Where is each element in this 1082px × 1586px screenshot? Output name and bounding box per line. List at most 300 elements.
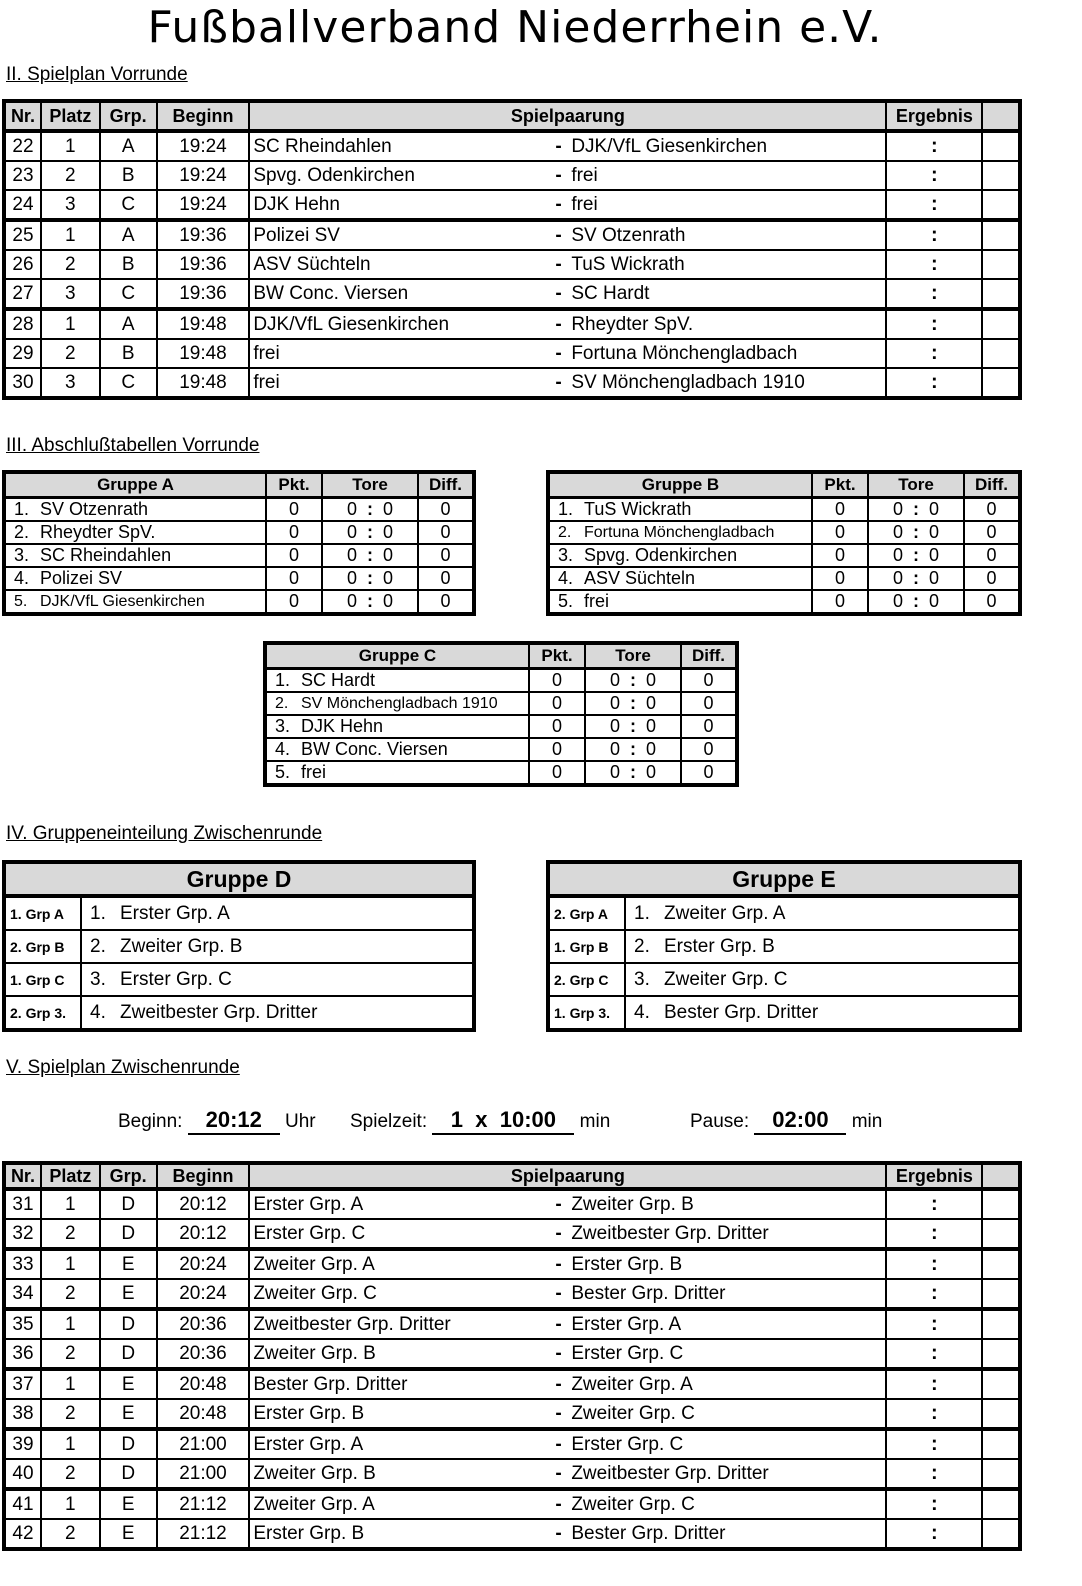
match-duration-label: Spielzeit: bbox=[350, 1111, 428, 1132]
match-number: 35 bbox=[4, 1309, 41, 1339]
rank: 3. bbox=[14, 545, 30, 565]
goals-against: 0 bbox=[645, 670, 656, 690]
pairing-dash: - bbox=[555, 313, 562, 335]
result-cell: : bbox=[886, 1309, 982, 1339]
col-header-nr: Nr. bbox=[4, 1163, 41, 1189]
pitch-number: 1 bbox=[41, 1309, 100, 1339]
pairing bbox=[249, 1459, 886, 1489]
points: 0 bbox=[266, 567, 322, 590]
col-header-tore: Tore bbox=[868, 472, 964, 498]
page-title: Fußballverband Niederrhein e.V. bbox=[147, 2, 883, 53]
blank-cell bbox=[982, 1489, 1020, 1519]
group-letter: B bbox=[100, 161, 157, 190]
team-cell bbox=[4, 544, 266, 567]
goals-for: 0 bbox=[346, 522, 357, 542]
table-row bbox=[4, 1189, 1020, 1219]
team-name: SC Hardt bbox=[301, 670, 376, 690]
match-number: 41 bbox=[4, 1489, 41, 1519]
result-cell: : bbox=[886, 1519, 982, 1549]
standings-group-b-table bbox=[546, 470, 1022, 616]
away-team: DJK/VfL Giesenkirchen bbox=[571, 135, 768, 157]
match-number: 24 bbox=[4, 190, 41, 220]
table-row bbox=[265, 669, 737, 693]
pairing bbox=[249, 309, 886, 339]
pitch-number: 2 bbox=[41, 1459, 100, 1489]
result-cell: : bbox=[886, 309, 982, 339]
start-time: 19:48 bbox=[157, 339, 250, 368]
standings-group-c-table bbox=[263, 641, 739, 787]
result-cell: : bbox=[886, 220, 982, 250]
goals bbox=[585, 669, 681, 693]
away-team: Zweiter Grp. C bbox=[571, 1493, 695, 1515]
pairing-dash: - bbox=[555, 224, 562, 246]
goals bbox=[322, 544, 418, 567]
table-row bbox=[4, 1429, 1020, 1459]
col-header-pkt: Pkt. bbox=[529, 643, 585, 669]
team-cell bbox=[548, 544, 812, 567]
goals-colon: : bbox=[913, 522, 919, 542]
result-cell: : bbox=[886, 1399, 982, 1429]
group-letter: A bbox=[100, 309, 157, 339]
section-heading-spielplan-vorrunde: II. Spielplan Vorrunde bbox=[6, 64, 188, 85]
table-row bbox=[4, 1369, 1020, 1399]
pitch-number: 2 bbox=[41, 1519, 100, 1549]
slot-name: Zweiter Grp. A bbox=[664, 902, 786, 924]
home-team: frei bbox=[253, 342, 280, 364]
start-time: 21:12 bbox=[157, 1489, 250, 1519]
home-team: DJK Hehn bbox=[253, 193, 340, 215]
col-header-blank bbox=[982, 1163, 1020, 1189]
schedule-vorrunde-table bbox=[2, 99, 1022, 400]
slot-rank: 2. bbox=[90, 935, 106, 957]
goals-colon: : bbox=[367, 522, 373, 542]
col-header-spielpaarung: Spielpaarung bbox=[249, 101, 886, 131]
col-header-diff: Diff. bbox=[418, 472, 474, 498]
col-header-platz: Platz bbox=[41, 101, 100, 131]
result-cell: : bbox=[886, 131, 982, 161]
qualifier-source: 1. Grp C bbox=[4, 963, 81, 996]
blank-cell bbox=[982, 1429, 1020, 1459]
col-header-beginn: Beginn bbox=[157, 1163, 250, 1189]
pairing bbox=[249, 1429, 886, 1459]
blank-cell bbox=[982, 1399, 1020, 1429]
home-team: ASV Süchteln bbox=[253, 253, 371, 275]
slot-name: Zweiter Grp. B bbox=[120, 935, 243, 957]
blank-cell bbox=[982, 1339, 1020, 1369]
pitch-number: 2 bbox=[41, 339, 100, 368]
table-row bbox=[4, 930, 474, 963]
points: 0 bbox=[529, 761, 585, 785]
goals-for: 0 bbox=[346, 591, 357, 611]
slot-rank: 3. bbox=[90, 968, 106, 990]
away-team: Zweiter Grp. C bbox=[571, 1402, 695, 1424]
team-name: frei bbox=[584, 591, 610, 611]
match-number: 33 bbox=[4, 1249, 41, 1279]
group-letter: E bbox=[100, 1489, 157, 1519]
goal-difference: 0 bbox=[681, 715, 737, 738]
table-row bbox=[4, 1219, 1020, 1249]
pairing bbox=[249, 190, 886, 220]
away-team: Erster Grp. C bbox=[571, 1433, 684, 1455]
points: 0 bbox=[812, 498, 868, 522]
match-number: 42 bbox=[4, 1519, 41, 1549]
goal-difference: 0 bbox=[964, 544, 1020, 567]
pitch-number: 1 bbox=[41, 1249, 100, 1279]
group-e-table bbox=[546, 860, 1022, 1032]
col-header-diff: Diff. bbox=[681, 643, 737, 669]
col-header-pkt: Pkt. bbox=[266, 472, 322, 498]
goals bbox=[868, 498, 964, 522]
blank-cell bbox=[982, 190, 1020, 220]
pitch-number: 1 bbox=[41, 220, 100, 250]
col-header-blank bbox=[982, 101, 1020, 131]
team-cell bbox=[265, 692, 529, 715]
team-cell bbox=[4, 498, 266, 522]
goals bbox=[585, 761, 681, 785]
pitch-number: 1 bbox=[41, 1189, 100, 1219]
goal-difference: 0 bbox=[418, 521, 474, 544]
group-d-header: Gruppe D bbox=[4, 862, 474, 896]
rank: 5. bbox=[558, 591, 574, 611]
pitch-number: 2 bbox=[41, 250, 100, 279]
goals-against: 0 bbox=[928, 499, 939, 519]
group-letter: A bbox=[100, 131, 157, 161]
slot-name: Erster Grp. B bbox=[664, 935, 775, 957]
pairing bbox=[249, 220, 886, 250]
away-team: Zweitbester Grp. Dritter bbox=[571, 1222, 769, 1244]
goals-against: 0 bbox=[645, 739, 656, 759]
slot-label bbox=[81, 930, 474, 963]
away-team: Erster Grp. C bbox=[571, 1342, 684, 1364]
goals bbox=[322, 567, 418, 590]
col-header-pkt: Pkt. bbox=[812, 472, 868, 498]
table-row bbox=[4, 996, 474, 1030]
match-number: 36 bbox=[4, 1339, 41, 1369]
table-row bbox=[548, 590, 1020, 614]
away-team: Bester Grp. Dritter bbox=[571, 1282, 726, 1304]
home-team: Zweiter Grp. B bbox=[253, 1342, 376, 1364]
blank-cell bbox=[982, 339, 1020, 368]
away-team: Bester Grp. Dritter bbox=[571, 1522, 726, 1544]
home-team: Bester Grp. Dritter bbox=[253, 1373, 408, 1395]
start-time-field bbox=[118, 1107, 316, 1135]
match-number: 29 bbox=[4, 339, 41, 368]
team-name: TuS Wickrath bbox=[584, 499, 692, 519]
qualifier-source: 2. Grp 3. bbox=[4, 996, 81, 1030]
group-letter: D bbox=[100, 1189, 157, 1219]
table-row bbox=[548, 544, 1020, 567]
result-cell: : bbox=[886, 1189, 982, 1219]
col-header-tore: Tore bbox=[322, 472, 418, 498]
home-team: Spvg. Odenkirchen bbox=[253, 164, 415, 186]
goal-difference: 0 bbox=[418, 590, 474, 614]
home-team: Polizei SV bbox=[253, 224, 340, 246]
start-time: 20:48 bbox=[157, 1369, 250, 1399]
goals bbox=[322, 521, 418, 544]
qualifier-source: 1. Grp A bbox=[4, 896, 81, 930]
match-number: 37 bbox=[4, 1369, 41, 1399]
blank-cell bbox=[982, 1189, 1020, 1219]
goals-for: 0 bbox=[892, 568, 903, 588]
result-cell: : bbox=[886, 250, 982, 279]
blank-cell bbox=[982, 161, 1020, 190]
result-cell: : bbox=[886, 368, 982, 398]
pairing-dash: - bbox=[555, 1253, 562, 1275]
goals bbox=[585, 692, 681, 715]
col-header-beginn: Beginn bbox=[157, 101, 250, 131]
start-time: 20:24 bbox=[157, 1279, 250, 1309]
team-name: Spvg. Odenkirchen bbox=[584, 545, 738, 565]
pairing bbox=[249, 368, 886, 398]
slot-label bbox=[625, 930, 1020, 963]
pause-label: Pause: bbox=[690, 1111, 750, 1132]
team-name: Fortuna Mönchengladbach bbox=[584, 523, 775, 541]
team-name: SC Rheindahlen bbox=[40, 545, 172, 565]
blank-cell bbox=[982, 368, 1020, 398]
pairing-dash: - bbox=[555, 282, 562, 304]
pitch-number: 1 bbox=[41, 309, 100, 339]
match-duration-unit: min bbox=[579, 1111, 611, 1132]
col-header-grp: Grp. bbox=[100, 101, 157, 131]
group-letter: C bbox=[100, 368, 157, 398]
col-header-nr: Nr. bbox=[4, 101, 41, 131]
table-row bbox=[548, 498, 1020, 522]
pairing-dash: - bbox=[555, 1493, 562, 1515]
goal-difference: 0 bbox=[418, 544, 474, 567]
slot-label bbox=[625, 896, 1020, 930]
result-cell: : bbox=[886, 1339, 982, 1369]
points: 0 bbox=[812, 590, 868, 614]
rank: 2. bbox=[558, 523, 572, 541]
start-time: 19:36 bbox=[157, 279, 250, 309]
result-cell: : bbox=[886, 190, 982, 220]
pairing bbox=[249, 1339, 886, 1369]
goals-against: 0 bbox=[382, 568, 393, 588]
table-row bbox=[548, 896, 1020, 930]
match-number: 32 bbox=[4, 1219, 41, 1249]
pairing-dash: - bbox=[555, 135, 562, 157]
pairing-dash: - bbox=[555, 342, 562, 364]
start-time: 20:36 bbox=[157, 1339, 250, 1369]
team-cell bbox=[548, 521, 812, 544]
qualifier-source: 1. Grp 3. bbox=[548, 996, 625, 1030]
group-c-header: Gruppe C bbox=[265, 643, 529, 669]
goals-colon: : bbox=[630, 716, 636, 736]
home-team: Zweiter Grp. C bbox=[253, 1282, 377, 1304]
away-team: Erster Grp. A bbox=[571, 1313, 682, 1335]
match-number: 23 bbox=[4, 161, 41, 190]
table-row bbox=[4, 567, 474, 590]
blank-cell bbox=[982, 220, 1020, 250]
col-header-grp: Grp. bbox=[100, 1163, 157, 1189]
pairing-dash: - bbox=[555, 164, 562, 186]
goals-for: 0 bbox=[892, 545, 903, 565]
table-row bbox=[4, 896, 474, 930]
match-number: 40 bbox=[4, 1459, 41, 1489]
goals bbox=[585, 738, 681, 761]
table-row bbox=[265, 761, 737, 785]
start-time: 20:36 bbox=[157, 1309, 250, 1339]
pause-unit: min bbox=[851, 1111, 883, 1132]
goals-against: 0 bbox=[645, 762, 656, 782]
pairing-dash: - bbox=[555, 1313, 562, 1335]
points: 0 bbox=[529, 715, 585, 738]
rank: 1. bbox=[275, 670, 291, 690]
pitch-number: 2 bbox=[41, 161, 100, 190]
points: 0 bbox=[529, 738, 585, 761]
group-letter: E bbox=[100, 1279, 157, 1309]
table-row bbox=[4, 339, 1020, 368]
rank: 2. bbox=[275, 694, 289, 712]
slot-label bbox=[81, 963, 474, 996]
blank-cell bbox=[982, 1459, 1020, 1489]
group-letter: C bbox=[100, 190, 157, 220]
goals-against: 0 bbox=[645, 693, 656, 713]
pairing-dash: - bbox=[555, 1342, 562, 1364]
goal-difference: 0 bbox=[964, 590, 1020, 614]
table-row bbox=[4, 220, 1020, 250]
table-row bbox=[4, 963, 474, 996]
away-team: frei bbox=[571, 193, 598, 215]
goals-colon: : bbox=[367, 568, 373, 588]
goals-colon: : bbox=[367, 545, 373, 565]
team-cell bbox=[265, 669, 529, 693]
team-name: frei bbox=[301, 762, 327, 782]
start-time: 19:36 bbox=[157, 220, 250, 250]
pairing-dash: - bbox=[555, 193, 562, 215]
slot-rank: 4. bbox=[90, 1001, 106, 1023]
group-letter: E bbox=[100, 1369, 157, 1399]
team-cell bbox=[265, 715, 529, 738]
qualifier-source: 2. Grp B bbox=[4, 930, 81, 963]
qualifier-source: 2. Grp A bbox=[548, 896, 625, 930]
slot-rank: 4. bbox=[634, 1001, 650, 1023]
goal-difference: 0 bbox=[681, 669, 737, 693]
blank-cell bbox=[982, 1369, 1020, 1399]
goals-colon: : bbox=[913, 568, 919, 588]
team-cell bbox=[4, 590, 266, 614]
match-number: 30 bbox=[4, 368, 41, 398]
result-cell: : bbox=[886, 339, 982, 368]
rank: 4. bbox=[558, 568, 574, 588]
goal-difference: 0 bbox=[681, 738, 737, 761]
goal-difference: 0 bbox=[418, 567, 474, 590]
slot-rank: 2. bbox=[634, 935, 650, 957]
slot-label bbox=[625, 963, 1020, 996]
table-row bbox=[4, 190, 1020, 220]
table-row bbox=[4, 1339, 1020, 1369]
start-time: 21:00 bbox=[157, 1459, 250, 1489]
goals-against: 0 bbox=[645, 716, 656, 736]
table-row bbox=[4, 1519, 1020, 1549]
points: 0 bbox=[812, 521, 868, 544]
blank-cell bbox=[982, 250, 1020, 279]
goals-for: 0 bbox=[609, 716, 620, 736]
result-cell: : bbox=[886, 279, 982, 309]
table-row bbox=[4, 1249, 1020, 1279]
slot-rank: 1. bbox=[634, 902, 650, 924]
result-cell: : bbox=[886, 1459, 982, 1489]
group-e-header: Gruppe E bbox=[548, 862, 1020, 896]
result-cell: : bbox=[886, 1429, 982, 1459]
pitch-number: 1 bbox=[41, 1429, 100, 1459]
schedule-zwischenrunde-table bbox=[2, 1161, 1022, 1551]
goals-for: 0 bbox=[346, 568, 357, 588]
pairing bbox=[249, 1519, 886, 1549]
pairing-dash: - bbox=[555, 1402, 562, 1424]
start-time-label: Beginn: bbox=[118, 1111, 183, 1132]
goals-for: 0 bbox=[609, 670, 620, 690]
start-time: 19:48 bbox=[157, 368, 250, 398]
table-row bbox=[548, 521, 1020, 544]
pitch-number: 2 bbox=[41, 1279, 100, 1309]
group-letter: B bbox=[100, 339, 157, 368]
goals-colon: : bbox=[367, 499, 373, 519]
home-team: Zweiter Grp. B bbox=[253, 1462, 376, 1484]
pitch-number: 1 bbox=[41, 131, 100, 161]
away-team: Zweiter Grp. B bbox=[571, 1193, 694, 1215]
group-letter: D bbox=[100, 1339, 157, 1369]
rank: 4. bbox=[14, 568, 30, 588]
away-team: SV Mönchengladbach 1910 bbox=[571, 371, 805, 393]
goals-against: 0 bbox=[382, 545, 393, 565]
team-name: SV Otzenrath bbox=[40, 499, 149, 519]
pairing bbox=[249, 250, 886, 279]
goals-colon: : bbox=[630, 693, 636, 713]
result-cell: : bbox=[886, 1369, 982, 1399]
home-team: Erster Grp. A bbox=[253, 1193, 364, 1215]
team-name: BW Conc. Viersen bbox=[301, 739, 448, 759]
goals-against: 0 bbox=[928, 591, 939, 611]
goals bbox=[868, 521, 964, 544]
group-letter: D bbox=[100, 1219, 157, 1249]
standings-group-a-table bbox=[2, 470, 476, 616]
goals bbox=[868, 590, 964, 614]
goals-against: 0 bbox=[382, 591, 393, 611]
goals-for: 0 bbox=[609, 693, 620, 713]
team-name: DJK Hehn bbox=[301, 716, 384, 736]
blank-cell bbox=[982, 1279, 1020, 1309]
goals-for: 0 bbox=[346, 499, 357, 519]
pairing bbox=[249, 1219, 886, 1249]
home-team: DJK/VfL Giesenkirchen bbox=[253, 313, 450, 335]
pairing-dash: - bbox=[555, 1373, 562, 1395]
match-number: 28 bbox=[4, 309, 41, 339]
rank: 3. bbox=[275, 716, 291, 736]
points: 0 bbox=[529, 669, 585, 693]
group-letter: D bbox=[100, 1429, 157, 1459]
table-row bbox=[265, 692, 737, 715]
goals-for: 0 bbox=[892, 522, 903, 542]
qualifier-source: 1. Grp B bbox=[548, 930, 625, 963]
away-team: SV Otzenrath bbox=[571, 224, 686, 246]
goals bbox=[868, 567, 964, 590]
pitch-number: 3 bbox=[41, 368, 100, 398]
rank: 1. bbox=[14, 499, 30, 519]
points: 0 bbox=[266, 498, 322, 522]
pairing-dash: - bbox=[555, 1522, 562, 1544]
table-row bbox=[4, 498, 474, 522]
pairing bbox=[249, 1279, 886, 1309]
goals-colon: : bbox=[913, 545, 919, 565]
table-row bbox=[548, 567, 1020, 590]
goals-against: 0 bbox=[928, 522, 939, 542]
result-cell: : bbox=[886, 1249, 982, 1279]
team-cell bbox=[4, 521, 266, 544]
pairing bbox=[249, 279, 886, 309]
home-team: Zweiter Grp. A bbox=[253, 1493, 375, 1515]
start-time: 19:24 bbox=[157, 190, 250, 220]
